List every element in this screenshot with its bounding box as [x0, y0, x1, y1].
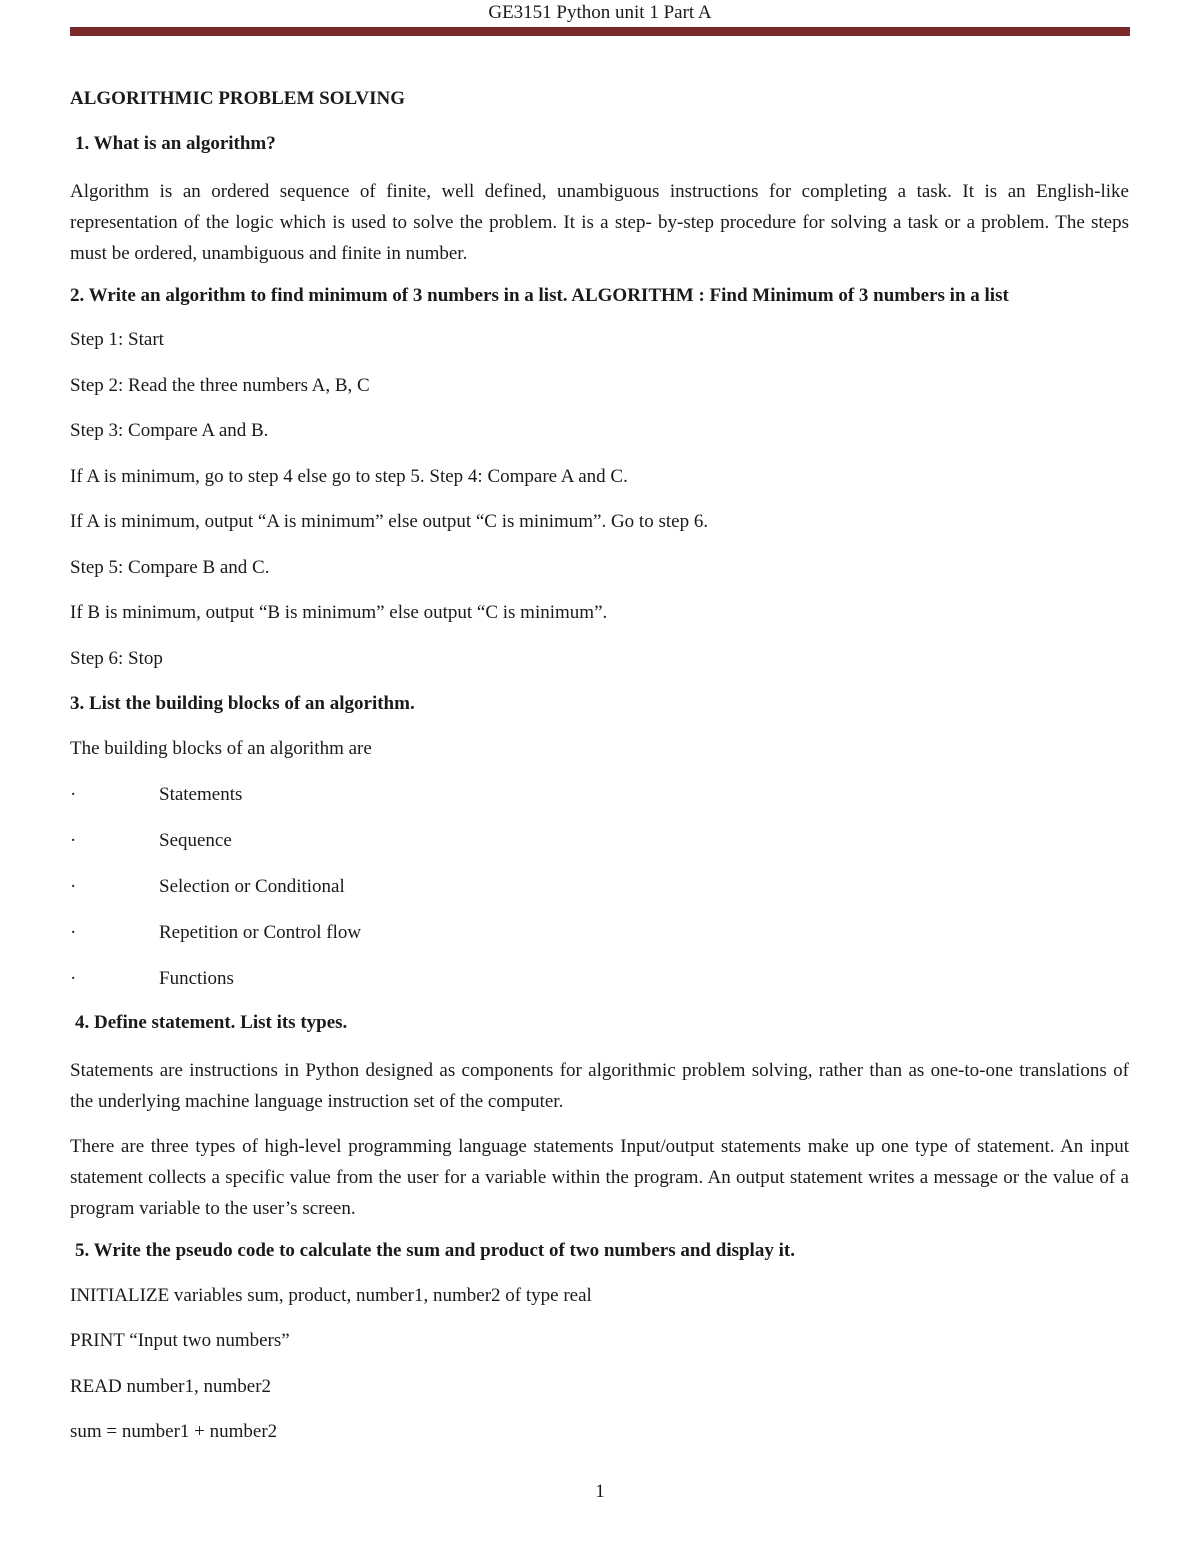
question-5: 5. Write the pseudo code to calculate the sum and product of two numbers and display it. [75, 1239, 795, 1261]
running-header-title: GE3151 Python unit 1 Part A [488, 2, 712, 23]
list-item-label: Statements [159, 783, 243, 805]
list-item-label: Sequence [159, 829, 232, 851]
algorithm-step: Step 5: Compare B and C. [70, 556, 270, 578]
bullet-icon: · [70, 967, 77, 989]
answer-4-types: There are three types of high-level programming language statements Input/output statements make up one type of statement. An input statement collects a specific value from the user for a variable within the program. An output statement writes a message or the value of a program variable to the user’s screen. [70, 1135, 1129, 1219]
bullet-icon: · [70, 921, 77, 943]
algorithm-step: If A is minimum, go to step 4 else go to step 5. Step 4: Compare A and C. [70, 465, 628, 487]
pseudo-code-line: sum = number1 + number2 [70, 1421, 278, 1442]
page-body [70, 86, 1129, 1465]
list-item-label: Repetition or Control flow [159, 921, 362, 943]
list-item [70, 920, 1129, 946]
bullet-icon: · [70, 829, 77, 851]
pseudo-code-line: INITIALIZE variables sum, product, number1, number2 of type real [70, 1284, 592, 1306]
header-rule [70, 27, 1130, 36]
algorithm-step: Step 3: Compare A and B. [70, 420, 269, 441]
question-3: 3. List the building blocks of an algorithm. [70, 693, 415, 714]
bullet-icon: · [70, 783, 77, 805]
algorithm-step: Step 6: Stop [70, 647, 163, 669]
list-item [70, 782, 1129, 808]
algorithm-step: If A is minimum, output “A is minimum” else output “C is minimum”. Go to step 6. [70, 511, 709, 532]
bullet-icon: · [70, 875, 77, 897]
pseudo-code-line: PRINT “Input two numbers” [70, 1330, 290, 1351]
list-item [70, 828, 1129, 854]
question-2: 2. Write an algorithm to find minimum of 3 numbers in a list. ALGORITHM : Find Minimum of 3 numbers in a list [70, 285, 1009, 306]
answer-1: Algorithm is an ordered sequence of finite, well defined, unambiguous instructions for completing a task. It is an English-like representation of the logic which is used to solve the problem. It is a step- by-step procedure for solving a task or a problem. The steps must be ordered, unambiguous and finite in number. [70, 181, 1129, 264]
list-item-label: Functions [159, 967, 234, 989]
page-number: 1 [595, 1481, 605, 1502]
answer-4-definition: Statements are instructions in Python designed as components for algorithmic problem solving, rather than as one-to-one translations of the underlying machine language instruction set of the computer. [70, 1059, 1129, 1112]
list-item [70, 966, 1129, 992]
question-4: 4. Define statement. List its types. [75, 1011, 348, 1033]
question-1: 1. What is an algorithm? [75, 133, 276, 154]
algorithm-step: Step 2: Read the three numbers A, B, C [70, 374, 370, 396]
algorithm-step: Step 1: Start [70, 329, 164, 350]
list-item [70, 874, 1129, 900]
pseudo-code-line: READ number1, number2 [70, 1375, 272, 1397]
algorithm-step: If B is minimum, output “B is minimum” else output “C is minimum”. [70, 602, 608, 623]
list-item-label: Selection or Conditional [159, 875, 345, 897]
section-title: ALGORITHMIC PROBLEM SOLVING [70, 88, 406, 109]
building-blocks-intro: The building blocks of an algorithm are [70, 738, 372, 759]
